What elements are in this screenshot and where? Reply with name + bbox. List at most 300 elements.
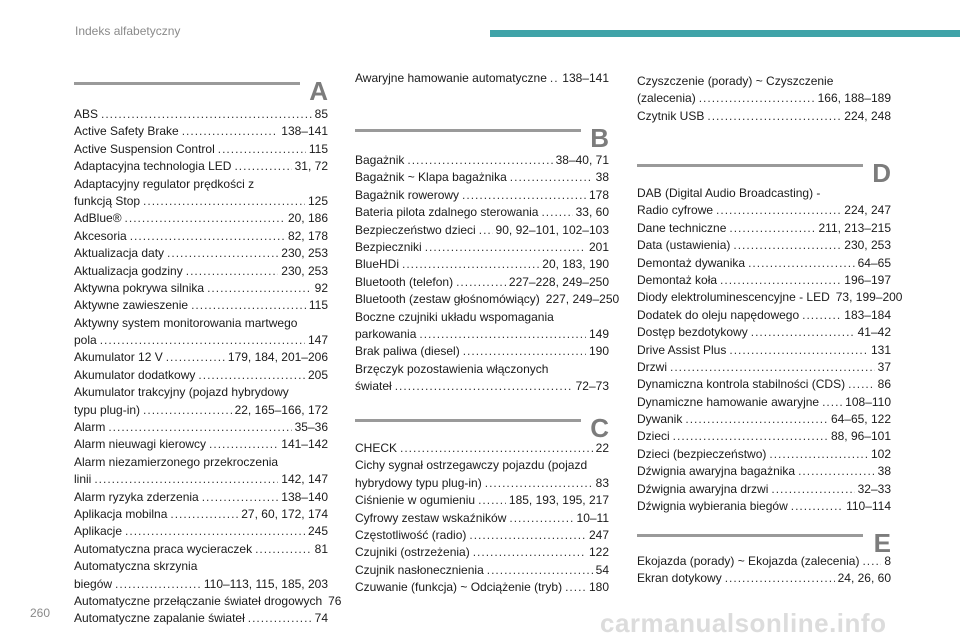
section-letter: D <box>872 158 891 188</box>
index-entry[interactable] <box>355 222 609 239</box>
index-term: typu plug-in) <box>74 402 141 417</box>
dot-leader <box>469 527 586 544</box>
index-entry-list <box>637 73 891 125</box>
index-term: Bagażnik rowerowy <box>355 187 460 202</box>
index-entry[interactable] <box>637 428 891 445</box>
index-term: Aktywna pokrywa silnika <box>74 280 205 295</box>
index-term: Cyfrowy zestaw wskaźników <box>355 510 507 525</box>
page-reference[interactable]: 90, 92–101, 102–103 <box>495 222 609 237</box>
index-entry[interactable] <box>74 123 328 140</box>
index-term: Bezpieczeństwo dzieci <box>355 222 476 237</box>
index-term: Drive Assist Plus <box>637 342 727 357</box>
page-reference[interactable]: 147 <box>307 333 328 348</box>
index-entry[interactable] <box>637 481 891 498</box>
page-reference[interactable]: 22, 165–166, 172 <box>234 402 328 417</box>
index-entry[interactable] <box>355 204 609 221</box>
dot-leader <box>100 332 305 349</box>
index-entry[interactable] <box>355 544 609 561</box>
index-entry[interactable] <box>355 291 620 308</box>
index-term: Bezpieczniki <box>355 239 422 254</box>
index-term: Data (ustawienia) <box>637 238 731 253</box>
index-entry[interactable] <box>637 553 891 570</box>
index-entry[interactable] <box>637 411 891 428</box>
index-term: Dane techniczne <box>637 220 727 235</box>
dot-leader <box>143 402 232 419</box>
page-reference[interactable]: 142, 147 <box>281 472 328 487</box>
index-entry[interactable] <box>74 210 328 227</box>
page-reference[interactable]: 110–113, 115, 185, 203 <box>203 576 328 591</box>
dot-leader <box>550 70 559 87</box>
page-reference[interactable]: 88, 96–101 <box>830 429 891 444</box>
dot-leader <box>125 523 305 540</box>
page-reference[interactable]: 178 <box>588 187 609 202</box>
page-reference[interactable]: 196–197 <box>844 272 891 287</box>
section-letter: A <box>309 76 328 106</box>
page-reference[interactable]: 230, 253 <box>281 246 328 261</box>
index-entry[interactable] <box>74 436 328 453</box>
index-term: Dzieci (bezpieczeństwo) <box>637 446 767 461</box>
dot-leader <box>802 307 841 324</box>
index-term: Bluetooth (telefon) <box>355 274 454 289</box>
dot-leader <box>673 428 828 445</box>
index-term: Dostęp bezdotykowy <box>637 325 748 340</box>
dot-leader <box>478 492 506 509</box>
index-entry[interactable] <box>355 169 609 186</box>
index-term: Radio cyfrowe <box>637 203 714 218</box>
index-term: Ekran dotykowy <box>637 571 722 586</box>
index-term: Dźwignia wybierania biegów <box>637 499 788 514</box>
dot-leader <box>716 202 841 219</box>
dot-leader <box>729 342 868 359</box>
page-reference[interactable]: 110–114 <box>846 499 891 514</box>
page-reference[interactable]: 32–33 <box>857 481 891 496</box>
dot-leader <box>186 263 279 280</box>
page-reference[interactable]: 141–142 <box>281 437 328 452</box>
dot-leader <box>798 463 875 480</box>
dot-leader <box>822 394 842 411</box>
index-entry[interactable] <box>74 245 328 262</box>
page-reference[interactable]: 138–141 <box>281 124 328 139</box>
page-reference[interactable]: 76 <box>328 593 342 608</box>
index-term: Automatyczne zapalanie świateł <box>74 611 245 626</box>
index-entry[interactable] <box>74 610 328 627</box>
page-reference[interactable]: 64–65 <box>857 255 891 270</box>
index-term: funkcją Stop <box>74 193 141 208</box>
page-reference[interactable]: 224, 248 <box>844 108 891 123</box>
dot-leader <box>541 204 572 221</box>
page-reference[interactable]: 115 <box>308 141 328 156</box>
index-entry[interactable] <box>355 492 609 509</box>
index-term: Dodatek do oleju napędowego <box>637 307 800 322</box>
header-accent-bar <box>490 30 960 37</box>
page-reference[interactable]: 108–110 <box>845 394 891 409</box>
index-term: Active Safety Brake <box>74 124 179 139</box>
dot-leader <box>479 222 493 239</box>
page-reference[interactable]: 73, 199–200 <box>835 290 903 305</box>
index-term: (zalecenia) <box>637 91 696 106</box>
dot-leader <box>198 367 305 384</box>
page-reference[interactable]: 138–140 <box>281 489 328 504</box>
index-entry[interactable] <box>74 576 328 593</box>
index-entry-list <box>355 440 609 597</box>
page-reference[interactable]: 185, 193, 195, 217 <box>508 493 609 508</box>
index-term: linii <box>74 472 92 487</box>
page-reference[interactable]: 20, 186 <box>287 211 328 226</box>
page-reference[interactable]: 92 <box>314 280 328 295</box>
index-term: Demontaż koła <box>637 272 718 287</box>
index-term: Czytnik USB <box>637 108 705 123</box>
index-entry-term-line: Cichy sygnał ostrzegawczy pojazdu (pojazd <box>355 458 588 473</box>
index-entry[interactable] <box>355 343 609 360</box>
dot-leader <box>685 411 828 428</box>
index-entry[interactable] <box>355 187 609 204</box>
index-entry[interactable] <box>74 297 328 314</box>
dot-leader <box>848 376 875 393</box>
index-entry-term-line: Automatyczna skrzynia <box>74 559 198 574</box>
dot-leader <box>565 579 586 596</box>
index-entry[interactable] <box>74 106 328 123</box>
index-term: Czujnik nasłonecznienia <box>355 562 484 577</box>
index-term: Drzwi <box>637 359 667 374</box>
index-entry-list <box>637 185 903 515</box>
index-term: CHECK <box>355 441 398 455</box>
index-entry[interactable] <box>355 562 609 579</box>
dot-leader <box>170 506 238 523</box>
index-term: ABS <box>74 107 99 121</box>
index-entry[interactable] <box>355 239 609 256</box>
page-reference[interactable]: 64–65, 122 <box>830 412 891 427</box>
page-reference[interactable]: 33, 60 <box>575 205 609 220</box>
index-entry[interactable] <box>637 108 891 125</box>
index-entry[interactable] <box>355 274 609 291</box>
index-term: Alarm ryzyka zderzenia <box>74 489 199 504</box>
dot-leader <box>182 123 279 140</box>
index-term: Aplikacje <box>74 524 123 539</box>
index-entry[interactable] <box>355 378 609 395</box>
section-rule <box>355 419 581 422</box>
index-term: Ekojazda (porady) ~ Ekojazda (zalecenia) <box>637 554 860 568</box>
page-reference[interactable]: 190 <box>588 344 609 359</box>
index-entry-term-line: Czyszczenie (porady) ~ Czyszczenie <box>637 74 834 88</box>
index-term: Alarm nieuwagi kierowcy <box>74 437 207 452</box>
index-entry[interactable] <box>74 263 328 280</box>
index-term: Dzieci <box>637 429 670 444</box>
dot-leader <box>108 419 291 436</box>
index-entry[interactable] <box>637 202 891 219</box>
dot-leader <box>407 152 552 169</box>
index-term: Akumulator 12 V <box>74 350 163 365</box>
index-entry[interactable] <box>74 228 328 245</box>
index-entry[interactable] <box>637 289 903 306</box>
page-reference[interactable]: 72–73 <box>575 379 609 394</box>
dot-leader <box>670 359 875 376</box>
index-term: Awaryjne hamowanie automatyczne <box>355 71 547 85</box>
index-entry-list <box>637 553 891 588</box>
dot-leader <box>402 256 539 273</box>
dot-leader <box>143 193 305 210</box>
page-reference[interactable]: 230, 253 <box>281 263 328 278</box>
dot-leader <box>419 326 586 343</box>
page-reference[interactable]: 131 <box>870 342 891 357</box>
dot-leader <box>473 544 586 561</box>
page-reference[interactable]: 122 <box>588 545 609 560</box>
dot-leader <box>862 553 881 570</box>
index-entry[interactable] <box>74 523 328 540</box>
index-entry[interactable] <box>637 272 891 289</box>
index-entry[interactable] <box>74 367 328 384</box>
index-term: Czuwanie (funkcja) ~ Odciążenie (tryb) <box>355 580 563 595</box>
index-term: Dywanik <box>637 412 683 427</box>
dot-leader <box>748 255 855 272</box>
index-entry[interactable] <box>637 376 891 393</box>
index-entry-term-line: Aktywny system monitorowania martwego <box>74 315 298 330</box>
dot-leader <box>101 106 312 123</box>
index-entry[interactable] <box>637 342 891 359</box>
index-entry[interactable] <box>355 579 609 596</box>
index-term: Bluetooth (zestaw głośnomówiący) <box>355 292 540 307</box>
index-entry[interactable] <box>355 256 609 273</box>
dot-leader <box>509 510 573 527</box>
index-entry[interactable] <box>74 489 328 506</box>
index-term: Dynamiczne hamowanie awaryjne <box>637 394 820 409</box>
index-term: parkowania <box>355 326 417 341</box>
index-entry[interactable] <box>74 141 328 158</box>
dot-leader <box>130 228 285 245</box>
index-entry[interactable] <box>74 402 328 419</box>
index-entry[interactable] <box>74 471 328 488</box>
index-entry[interactable] <box>637 498 891 515</box>
dot-leader <box>191 297 306 314</box>
page-reference[interactable]: 38 <box>595 170 609 185</box>
index-entry[interactable] <box>637 570 891 587</box>
page-reference[interactable]: 205 <box>307 367 328 382</box>
index-entry[interactable] <box>637 463 891 480</box>
index-entry[interactable] <box>74 280 328 297</box>
index-entry[interactable] <box>637 255 891 272</box>
index-entry-term-line: Adaptacyjny regulator prędkości z <box>74 176 255 191</box>
index-entry[interactable] <box>74 541 328 558</box>
page-reference[interactable]: 85 <box>314 107 328 121</box>
page-reference[interactable]: 183–184 <box>844 307 891 322</box>
index-entry[interactable] <box>355 440 609 457</box>
index-term: Automatyczna praca wycieraczek <box>74 541 253 556</box>
index-term: Alarm <box>74 420 106 435</box>
dot-leader <box>234 158 291 175</box>
index-term: Automatyczne przełączanie świateł drogowych <box>74 593 323 608</box>
page-reference[interactable]: 201 <box>588 239 609 254</box>
index-term: BlueHDi <box>355 257 400 272</box>
index-term: Aktywne zawieszenie <box>74 298 189 313</box>
dot-leader <box>733 237 841 254</box>
index-term: Bateria pilota zdalnego sterowania <box>355 205 539 220</box>
page-reference[interactable]: 27, 60, 172, 174 <box>241 506 328 521</box>
index-entry[interactable] <box>637 90 891 107</box>
dot-leader <box>456 274 506 291</box>
dot-leader <box>125 210 285 227</box>
index-term: Bagażnik ~ Klapa bagażnika <box>355 170 507 185</box>
page-reference[interactable]: 31, 72 <box>294 159 328 174</box>
page-reference[interactable]: 102 <box>870 446 891 461</box>
page-reference[interactable]: 86 <box>877 377 891 392</box>
dot-leader <box>167 245 278 262</box>
index-entry-term-line: Alarm niezamierzonego przekroczenia <box>74 454 279 469</box>
page-reference[interactable]: 81 <box>314 541 328 556</box>
section-letter: B <box>590 123 609 153</box>
dot-leader <box>487 562 593 579</box>
page-reference[interactable]: 230, 253 <box>844 238 891 253</box>
index-term: Aplikacja mobilna <box>74 506 168 521</box>
page-reference[interactable]: 41–42 <box>857 325 891 340</box>
page-reference[interactable]: 224, 247 <box>844 203 891 218</box>
index-entry[interactable] <box>355 70 609 87</box>
page-reference[interactable]: 211, 213–215 <box>818 220 891 235</box>
index-term: biegów <box>74 576 113 591</box>
page-reference[interactable]: 10–11 <box>576 510 609 525</box>
dot-leader <box>462 187 586 204</box>
page-reference[interactable]: 24, 26, 60 <box>837 571 891 586</box>
section-letter: E <box>873 528 891 558</box>
index-term: Akcesoria <box>74 228 127 243</box>
index-entry[interactable] <box>74 349 328 366</box>
dot-leader <box>395 378 573 395</box>
page-reference[interactable]: 54 <box>595 562 609 577</box>
watermark: carmanualsonline.info <box>600 608 887 638</box>
index-entry-term-line: Akumulator trakcyjny (pojazd hybrydowy <box>74 385 289 400</box>
page-reference[interactable]: 22 <box>595 441 609 455</box>
page-reference[interactable]: 37 <box>877 359 891 374</box>
index-term: Diody elektroluminescencyjne - LED <box>637 290 830 305</box>
page-reference[interactable]: 245 <box>307 524 328 539</box>
dot-leader <box>425 239 586 256</box>
dot-leader <box>707 108 841 125</box>
page-reference[interactable]: 227–228, 249–250 <box>508 274 609 289</box>
dot-leader <box>218 141 306 158</box>
index-term: Brak paliwa (diesel) <box>355 344 460 359</box>
index-term: Demontaż dywanika <box>637 255 746 270</box>
index-entry[interactable] <box>637 394 891 411</box>
page-reference[interactable]: 35–36 <box>294 420 328 435</box>
page-reference[interactable]: 149 <box>588 326 609 341</box>
dot-leader <box>791 498 843 515</box>
page-reference[interactable]: 125 <box>307 193 328 208</box>
dot-leader <box>207 280 312 297</box>
dot-leader <box>248 610 312 627</box>
section-rule <box>74 82 300 85</box>
index-term: AdBlue® <box>74 211 122 226</box>
index-entry[interactable] <box>637 324 891 341</box>
index-entry[interactable] <box>355 326 609 343</box>
dot-leader <box>400 440 593 457</box>
index-entry[interactable] <box>355 527 609 544</box>
index-entry[interactable] <box>637 307 891 324</box>
index-term: Akumulator dodatkowy <box>74 367 196 382</box>
page-reference[interactable]: 138–141 <box>562 71 609 85</box>
dot-leader <box>720 272 841 289</box>
page-reference[interactable]: 166, 188–189 <box>817 91 891 106</box>
index-term: Dynamiczna kontrola stabilności (CDS) <box>637 377 846 392</box>
dot-leader <box>699 90 815 107</box>
section-rule <box>637 534 863 537</box>
index-entry[interactable] <box>74 506 328 523</box>
index-entry[interactable] <box>74 419 328 436</box>
page-reference[interactable]: 38–40, 71 <box>555 153 609 167</box>
page-reference[interactable]: 38 <box>877 464 891 479</box>
page-reference[interactable]: 227, 249–250 <box>545 292 620 307</box>
index-entry-term-line: Brzęczyk pozostawienia włączonych <box>355 361 549 376</box>
section-rule <box>637 164 863 167</box>
index-entry-list <box>355 152 620 395</box>
index-entry-list <box>74 106 342 628</box>
index-entry-term-line: DAB (Digital Audio Broadcasting) - <box>637 186 821 200</box>
index-entry[interactable] <box>355 152 609 169</box>
dot-leader <box>166 349 225 366</box>
page-reference[interactable]: 115 <box>308 298 328 313</box>
index-entry[interactable] <box>637 220 891 237</box>
dot-leader <box>209 436 278 453</box>
index-term: Ciśnienie w ogumieniu <box>355 493 476 508</box>
page-reference[interactable]: 179, 184, 201–206 <box>227 350 328 365</box>
index-entry[interactable] <box>74 332 328 349</box>
dot-leader <box>769 446 868 463</box>
index-term: Dźwignia awaryjna bagażnika <box>637 464 796 479</box>
page-reference[interactable]: 180 <box>588 580 609 595</box>
index-entry[interactable] <box>74 593 342 610</box>
dot-leader <box>725 570 835 587</box>
page-reference[interactable]: 20, 183, 190 <box>542 257 609 272</box>
index-entry[interactable] <box>74 158 328 175</box>
page-reference[interactable]: 247 <box>588 527 609 542</box>
index-entry-list <box>355 70 609 87</box>
index-entry[interactable] <box>355 510 609 527</box>
index-term: hybrydowy typu plug-in) <box>355 475 482 490</box>
index-term: Czujniki (ostrzeżenia) <box>355 545 470 560</box>
section-rule <box>355 129 581 132</box>
index-entry-term-line: Boczne czujniki układu wspomagania <box>355 309 554 324</box>
dot-leader <box>202 489 279 506</box>
index-term: pola <box>74 333 97 348</box>
page-reference[interactable]: 82, 178 <box>287 228 328 243</box>
dot-leader <box>94 471 278 488</box>
dot-leader <box>771 481 854 498</box>
index-term: Częstotliwość (radio) <box>355 527 467 542</box>
dot-leader <box>510 169 593 186</box>
index-term: Dźwignia awaryjna drzwi <box>637 481 769 496</box>
index-entry[interactable] <box>355 475 609 492</box>
index-entry[interactable] <box>637 237 891 254</box>
dot-leader <box>255 541 312 558</box>
index-entry[interactable] <box>74 193 328 210</box>
index-entry[interactable] <box>637 446 891 463</box>
dot-leader <box>729 220 815 237</box>
dot-leader <box>463 343 586 360</box>
index-term: Aktualizacja daty <box>74 246 165 261</box>
section-letter: C <box>590 413 609 443</box>
dot-leader <box>115 576 201 593</box>
index-term: Adaptacyjna technologia LED <box>74 159 232 174</box>
page-reference[interactable]: 83 <box>595 475 609 490</box>
index-term: świateł <box>355 379 392 394</box>
index-term: Active Suspension Control <box>74 141 215 156</box>
index-entry[interactable] <box>637 359 891 376</box>
dot-leader <box>751 324 855 341</box>
page-number: 260 <box>30 606 51 620</box>
index-term: Aktualizacja godziny <box>74 263 183 278</box>
page-header-title: Indeks alfabetyczny <box>75 24 181 38</box>
dot-leader <box>485 475 593 492</box>
index-term: Bagażnik <box>355 153 405 167</box>
page-reference[interactable]: 74 <box>314 611 328 626</box>
page-reference[interactable]: 8 <box>884 554 891 568</box>
